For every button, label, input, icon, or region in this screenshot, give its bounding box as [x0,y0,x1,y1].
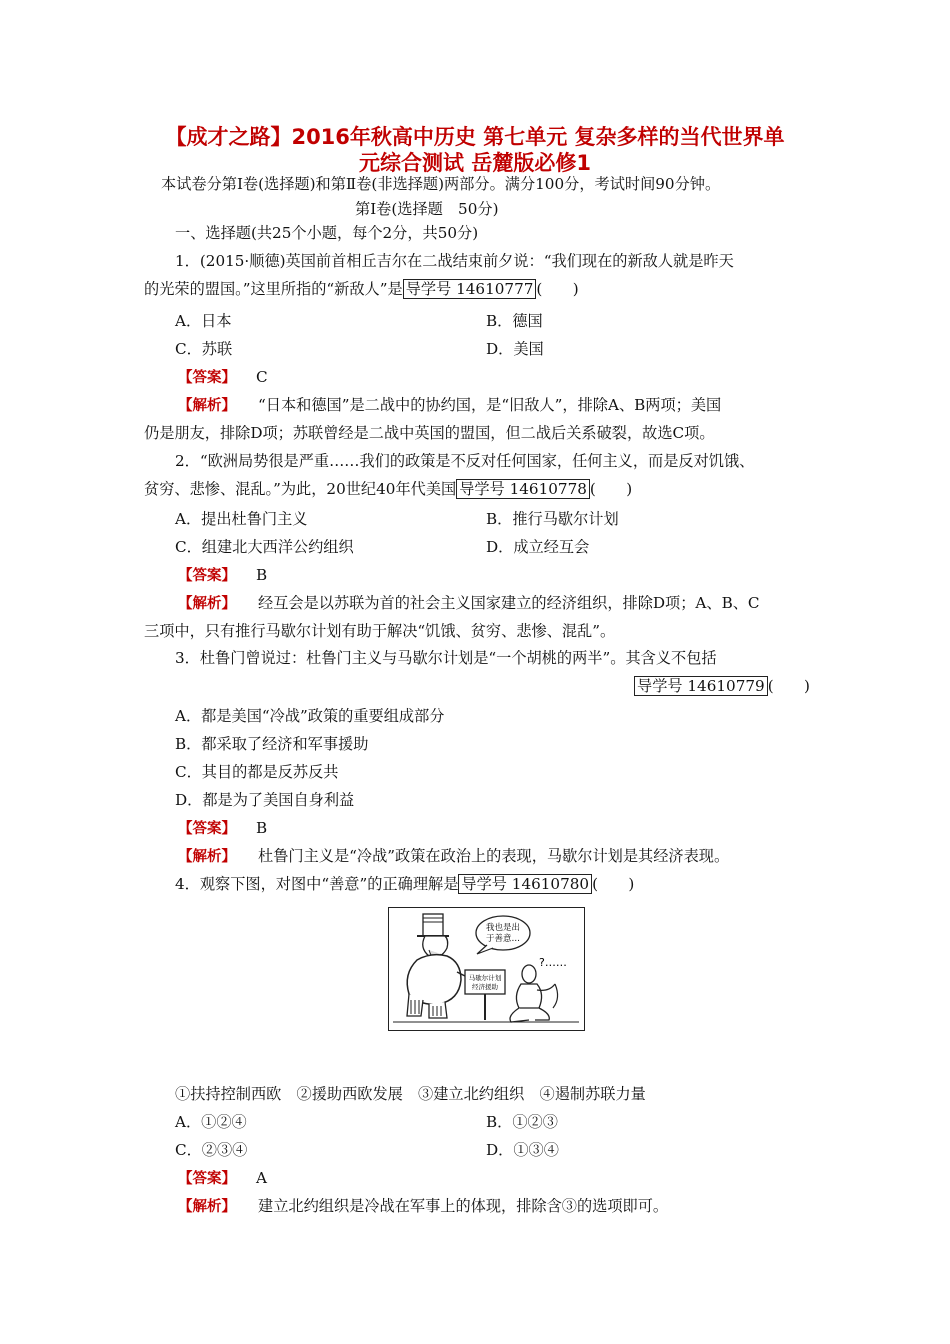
q4-option-d: D．①③④ [486,1141,559,1159]
q3-guide-code: 导学号 14610779 [634,676,768,696]
document-title-line2: 元综合测试 岳麓版必修1 [359,151,591,175]
analysis-label: 【解析】 [178,398,236,414]
marshall-plan-sign [465,970,505,1020]
q1-option-c: C．苏联 [175,340,233,358]
q3-option-d: D．都是为了美国自身利益 [175,791,355,809]
sign-line2: 经济援助 [472,983,498,991]
speech-line1: 我也是出 [485,923,521,933]
european-figure [510,956,567,1022]
q2-analysis-line2: 三项中，只有推行马歇尔计划有助于解决“饥饿、贫穷、悲惨、混乱”。 [144,622,616,640]
q3-answer-value: B [256,819,268,837]
q2-stem-line2 [144,478,632,500]
q2-option-c: C．组建北大西洋公约组织 [175,538,354,556]
q1-option-d: D．美国 [486,340,544,358]
q3-blank: ( ) [767,677,810,695]
q2-analysis-text1: 经互会是以苏联为首的社会主义国家建立的经济组织，排除D项；A、B、C [258,594,760,612]
analysis-label: 【解析】 [178,849,236,865]
q3-option-b: B．都采取了经济和军事援助 [175,735,369,753]
question-mark-text: ?…… [539,956,567,969]
q2-blank: ( ) [589,480,633,498]
answer-label: 【答案】 [178,821,236,837]
document-title-line1: 【成才之路】2016年秋高中历史 第七单元 复杂多样的当代世界单 [165,125,785,149]
q3-analysis-text1: 杜鲁门主义是“冷战”政策在政治上的表现，马歇尔计划是其经济表现。 [258,847,730,865]
part-title: 一、选择题(共25个小题，每个2分，共50分) [175,224,479,242]
uncle-sam-figure [407,914,469,1018]
q3-answer [178,817,267,840]
q4-blank: ( ) [592,875,635,893]
q2-answer-value: B [256,566,268,584]
q2-stem-line1: 2．“欧洲局势很是严重……我们的政策是不反对任何国家，任何主义，而是反对饥饿、 [175,452,755,470]
q2-option-a: A．提出杜鲁门主义 [175,510,308,528]
q1-guide-code: 导学号 14610777 [403,279,537,299]
q4-option-c: C．②③④ [175,1141,248,1159]
political-cartoon [388,907,585,1031]
q1-option-b: B．德国 [486,312,543,330]
section-title: 第Ⅰ卷(选择题 50分) [355,200,499,218]
q1-stem-line1: 1．(2015·顺德)英国前首相丘吉尔在二战结束前夕说：“我们现在的新敌人就是昨天 [175,252,734,270]
q2-guide-code: 导学号 14610778 [456,479,590,499]
q4-statements: ①扶持控制西欧 ②援助西欧发展 ③建立北约组织 ④遏制苏联力量 [175,1085,646,1103]
answer-label: 【答案】 [178,370,236,386]
q4-option-a: A．①②④ [175,1113,247,1131]
q1-blank: ( ) [536,280,579,298]
q4-option-b: B．①②③ [486,1113,558,1131]
q1-analysis-line2: 仍是朋友，排除D项；苏联曾经是二战中英国的盟国，但二战后关系破裂，故选C项。 [144,424,715,442]
q4-analysis-line1 [178,1195,668,1218]
q1-stem-text: 的光荣的盟国。”这里所指的“新敌人”是 [144,280,403,298]
q4-answer [178,1167,267,1190]
cartoon-drawing [389,908,583,1029]
answer-label: 【答案】 [178,568,236,584]
speech-line2: 于善意… [485,934,521,944]
q2-option-d: D．成立经互会 [486,538,590,556]
q3-option-c: C．其目的都是反苏反共 [175,763,339,781]
analysis-label: 【解析】 [178,1199,236,1215]
q3-option-a: A．都是美国“冷战”政策的重要组成部分 [175,707,445,725]
q2-stem-text: 贫穷、悲惨、混乱。”为此，20世纪40年代美国 [144,480,457,498]
intro-text: 本试卷分第Ⅰ卷(选择题)和第Ⅱ卷(非选择题)两部分。满分100分，考试时间90分钟。 [161,175,721,193]
q1-analysis-text1: “日本和德国”是二战中的协约国，是“旧敌人”，排除A、B两项；美国 [258,396,722,414]
q2-answer [178,564,267,587]
q4-stem-text: 4．观察下图，对图中“善意”的正确理解是 [175,875,459,893]
q1-answer [178,366,268,389]
q1-stem-line2 [144,278,579,300]
q4-stem-line1 [175,873,634,895]
q2-option-b: B．推行马歇尔计划 [486,510,619,528]
q3-stem-line2 [634,675,810,697]
q4-answer-value: A [256,1169,267,1187]
q1-option-a: A．日本 [175,312,232,330]
answer-label: 【答案】 [178,1171,236,1187]
analysis-label: 【解析】 [178,596,236,612]
speech-bubble [476,916,530,950]
q4-analysis-text1: 建立北约组织是冷战在军事上的体现，排除含③的选项即可。 [258,1197,669,1215]
q3-analysis-line1 [178,845,729,868]
q3-stem-line1: 3．杜鲁门曾说过：杜鲁门主义与马歇尔计划是“一个胡桃的两半”。其含义不包括 [175,649,717,667]
q4-guide-code: 导学号 14610780 [458,874,592,894]
sign-line1: 马歇尔计划 [468,974,502,982]
q2-analysis-line1 [178,592,760,615]
q1-analysis-line1 [178,394,721,417]
q1-answer-value: C [256,368,268,386]
